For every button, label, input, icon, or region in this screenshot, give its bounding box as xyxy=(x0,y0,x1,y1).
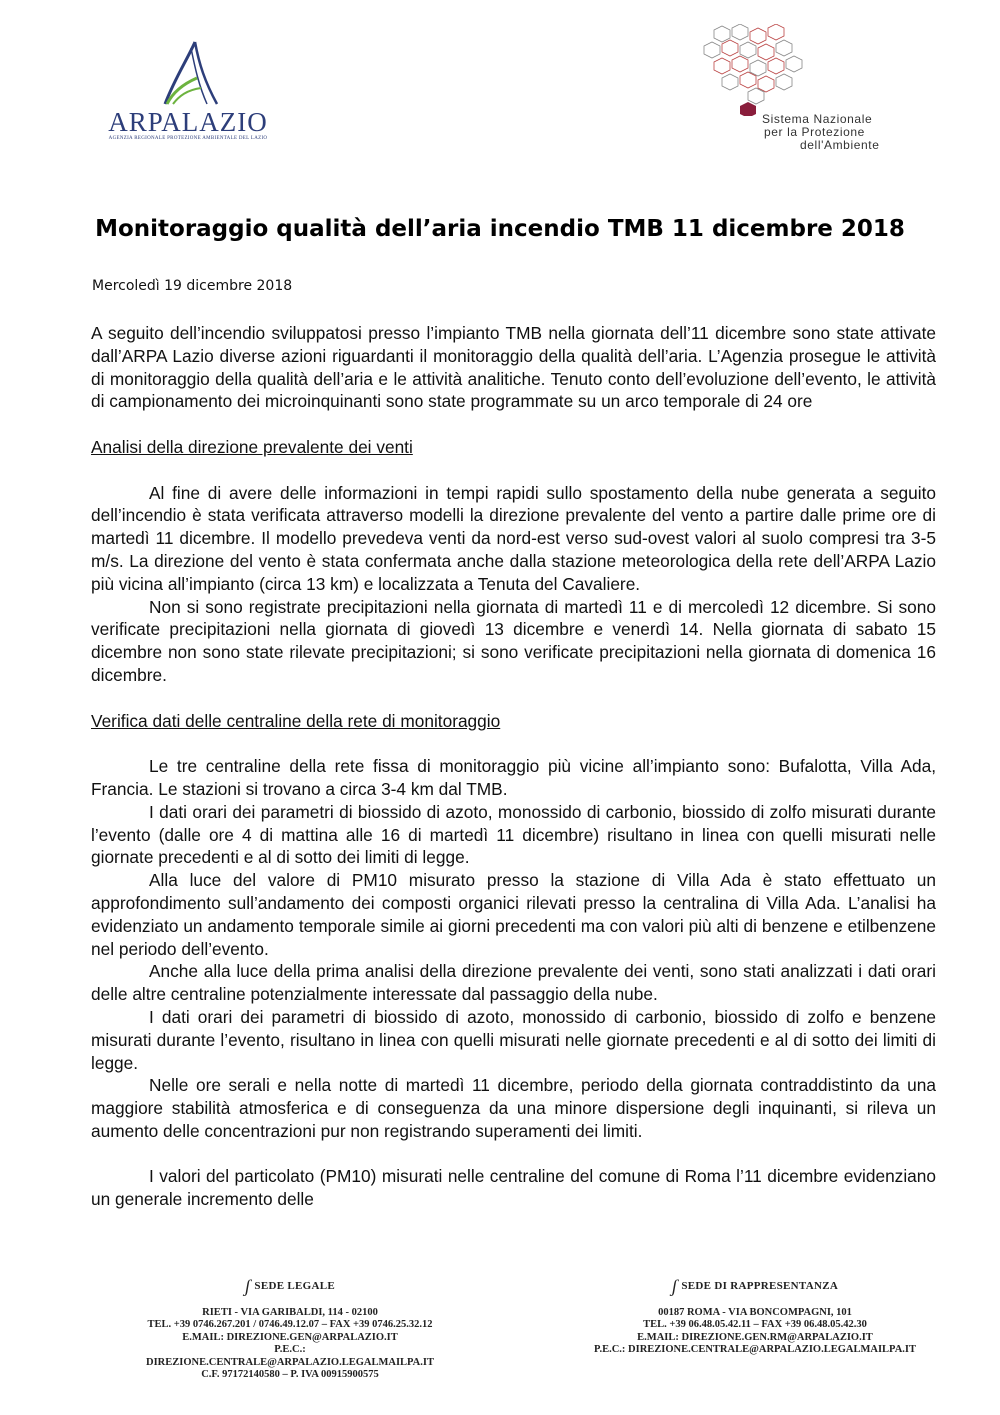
footer-right-phone: TEL. +39 06.48.05.42.11 – FAX +39 06.48.05.42.30 xyxy=(643,1319,867,1330)
leaf-mark-icon: ʃ xyxy=(671,1276,678,1296)
footer-right-address: 00187 ROMA - VIA BONCOMPAGNI, 101 xyxy=(658,1306,852,1318)
footer-right-pec: P.E.C.: DIREZIONE.CENTRALE@ARPALAZIO.LEGALMAILPA.IT xyxy=(594,1344,916,1355)
stations-paragraph-3: Alla luce del valore di PM10 misurato presso la stazione di Villa Ada è stato effettuato un approfondimento sull’andamento dei composti organici rilevati presso la centralina di Villa Ada. L’analisi ha evidenziato un andamento temporale simile ai giorni precedenti ma con valori più alti di benzene e etilbenzene nel periodo dell’evento. xyxy=(91,870,936,959)
intro-paragraph: A seguito dell’incendio sviluppatosi presso l’impianto TMB nella giornata dell’11 dicembre sono state attivate dall’ARPA Lazio diverse azioni riguardanti il monitoraggio della qualità dell’aria. L’Agenzia prosegue le attività di monitoraggio della qualità dell’aria e le attività analitiche. Tenuto conto dell’evoluzione dell’evento, le attività di campionamento dei microinquinanti sono state programmate su un arco temporale di 24 ore xyxy=(91,323,936,412)
stations-paragraph-4: Anche alla luce della prima analisi della direzione prevalente dei venti, sono stati analizzati i dati orari delle altre centraline potenzialmente interessate dal passaggio della nube. xyxy=(91,961,936,1005)
footer-representative-seat xyxy=(565,1276,945,1357)
footer-left-email: E.MAIL: DIREZIONE.GEN@ARPALAZIO.IT xyxy=(182,1331,398,1343)
stations-paragraph-6: Nelle ore serali e nella notte di martedì 11 dicembre, periodo della giornata contraddistinto da una maggiore stabilità atmosferica e di conseguenza da una minore dispersione degli inquinanti, si rileva un aumento delle concentrazioni pur non registrando superamenti dei limiti. xyxy=(91,1075,936,1141)
snpa-line-2: per la Protezione xyxy=(764,125,865,139)
leaf-mark-icon: ʃ xyxy=(244,1276,251,1296)
snpa-logo xyxy=(700,24,900,154)
stations-paragraph-2: I dati orari dei parametri di biossido di azoto, monossido di carbonio, biossido di zolfo misurati durante l’evento (dalle ore 4 di mattina alle 16 di martedì 11 dicembre) risultano in linea con quelli misurati nelle giornate precedenti e al di sotto dei limiti di legge. xyxy=(91,801,936,868)
arpalazio-tagline: AGENZIA REGIONALE PROTEZIONE AMBIENTALE DEL LAZIO xyxy=(108,136,268,141)
page-footer xyxy=(0,1276,1000,1410)
document-title: Monitoraggio qualità dell’aria incendio TMB 11 dicembre 2018 xyxy=(95,216,905,242)
footer-left-heading: SEDE LEGALE xyxy=(254,1280,336,1292)
document-body xyxy=(91,322,936,1211)
stations-paragraph-1: Le tre centraline della rete fissa di monitoraggio più vicine all’impianto sono: Bufalotta, Villa Ada, Francia. Le stazioni si trovano a circa 3-4 km dal TMB. xyxy=(91,756,936,799)
stations-paragraph-7: I valori del particolato (PM10) misurati nelle centraline del comune di Roma l’11 dicembre evidenziano un generale incremento delle xyxy=(91,1166,936,1210)
section-heading-winds: Analisi della direzione prevalente dei venti xyxy=(91,436,413,457)
stations-paragraph-5: I dati orari dei parametri di biossido di azoto, monossido di carbonio, biossido di zolfo e benzene misurati durante l’evento, risultano in linea con quelli misurati nelle giornate precedenti e al di sotto dei limiti di legge. xyxy=(91,1006,936,1073)
footer-right-heading: SEDE DI RAPPRESENTANZA xyxy=(681,1280,839,1292)
winds-paragraph-2: Non si sono registrate precipitazioni nella giornata di martedì 11 e di mercoledì 12 dicembre. Si sono verificate precipitazioni nella giornata di giovedì 13 dicembre e venerdì 14. Nella giornata di sabato 15 dicembre non sono state rilevate precipitazioni; si sono verificate precipitazioni nella giornata di domenica 16 dicembre. xyxy=(91,596,936,685)
footer-left-pec: P.E.C.: DIREZIONE.CENTRALE@ARPALAZIO.LEGALMAILPA.IT xyxy=(146,1344,434,1368)
arpalazio-logo xyxy=(108,38,268,150)
footer-legal-seat xyxy=(130,1276,450,1382)
arpalazio-emblem-icon xyxy=(153,38,223,108)
footer-left-tax: C.F. 97172140580 – P. IVA 00915900575 xyxy=(201,1369,379,1380)
winds-paragraph-1: Al fine di avere delle informazioni in tempi rapidi sullo spostamento della nube generata a seguito dell’incendio è stata verificata attraverso modelli la direzione prevalente del vento a partire dalle prime ore di martedì 11 dicembre. Il modello prevedeva venti da nord-est verso sud-ovest valori al suolo compresi tra 3-5 m/s. La direzione del vento è stata confermata anche dalla stazione meteorologica della rete dell’ARPA Lazio più vicina all’impianto (circa 13 km) e localizzata a Tenuta del Cavaliere. xyxy=(91,482,936,594)
snpa-name xyxy=(762,113,879,152)
snpa-line-3: dell'Ambiente xyxy=(800,138,880,152)
snpa-line-1: Sistema Nazionale xyxy=(762,112,873,126)
section-heading-stations: Verifica dati delle centraline della rete di monitoraggio xyxy=(91,710,501,731)
footer-left-address: RIETI - VIA GARIBALDI, 114 - 02100 xyxy=(202,1306,378,1318)
footer-left-phone: TEL. +39 0746.267.201 / 0746.49.12.07 – FAX +39 0746.25.32.12 xyxy=(147,1319,433,1330)
arpalazio-name: ARPALAZIO xyxy=(108,107,268,137)
footer-right-email: E.MAIL: DIREZIONE.GEN.RM@ARPALAZIO.IT xyxy=(637,1331,873,1343)
hexagon-cluster-icon xyxy=(702,24,812,116)
document-date: Mercoledì 19 dicembre 2018 xyxy=(92,278,293,294)
